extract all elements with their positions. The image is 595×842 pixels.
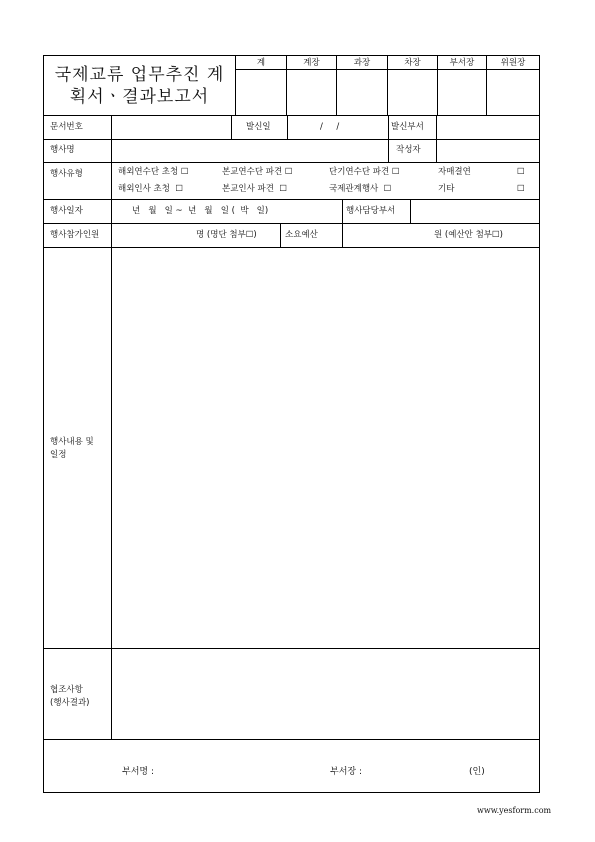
participants-label: 행사참가인원 [50, 230, 100, 240]
approval-label-5: 부서장 [449, 58, 475, 68]
coop-label-1: 협조사항 [50, 685, 83, 695]
event-dept-field[interactable] [411, 200, 539, 223]
type-sister-relation[interactable]: 자매결연 [438, 167, 471, 177]
event-dept-label: 행사담당부서 [346, 206, 396, 216]
border-bottom [43, 792, 540, 793]
approval-label-1: 계 [256, 58, 266, 68]
type-international-event[interactable]: 국제관계행사 ☐ [329, 184, 392, 194]
label-col-divider-2 [111, 162, 112, 199]
budget-amount[interactable]: 원 (예산안 첨부☐) [434, 230, 503, 240]
row-date-bottom [43, 223, 540, 224]
type-short-training-dispatch[interactable]: 단기연수단 파견 ☐ [329, 167, 400, 177]
type-school-person-dispatch[interactable]: 본교인사 파견 ☐ [222, 184, 287, 194]
type-other[interactable]: 기타 [438, 184, 455, 194]
footer-url: www.yesform.com [477, 806, 552, 815]
row-event-bottom [43, 162, 540, 163]
seal-mark[interactable]: (인) [469, 767, 485, 777]
content-field[interactable] [112, 248, 539, 648]
doc-number-label: 문서번호 [50, 122, 83, 132]
writer-field[interactable] [437, 140, 539, 162]
content-label-2: 일정 [50, 450, 67, 460]
type-school-training-dispatch[interactable]: 본교연수단 파견 ☐ [222, 167, 293, 177]
writer-label: 작성자 [396, 145, 421, 155]
event-date-label: 행사일자 [50, 206, 83, 216]
type-other-checkbox[interactable]: ☐ [517, 184, 525, 194]
budget-label: 소요예산 [285, 230, 318, 240]
row-date-div-a [342, 199, 343, 223]
approval-label-4: 차장 [404, 58, 421, 68]
doc-number-field[interactable] [112, 116, 231, 139]
border-right [539, 55, 540, 793]
row-doc-div-b [287, 115, 288, 139]
approval-label-6: 위원장 [500, 58, 526, 68]
type-overseas-training-invite[interactable]: 해외연수단 초청 ☐ [118, 167, 189, 177]
event-type-label: 행사유형 [50, 169, 83, 179]
send-dept-label: 발신부서 [391, 122, 424, 132]
title-line-2: 획서ㆍ결과보고서 [69, 87, 210, 107]
label-col-divider-3 [111, 199, 112, 223]
approval-label-3: 과장 [353, 58, 371, 68]
send-dept-field[interactable] [437, 116, 539, 139]
coop-field[interactable] [112, 649, 539, 739]
border-left [43, 55, 44, 793]
event-name-label: 행사명 [50, 145, 75, 155]
row-people-div-b [342, 223, 343, 247]
row-coop-bottom [43, 739, 540, 740]
type-sister-relation-checkbox[interactable]: ☐ [517, 167, 525, 177]
participants-count[interactable]: 명 (명단 첨부☐) [196, 230, 257, 240]
coop-label-2: (행사결과) [50, 698, 90, 708]
row-people-div-a [280, 223, 281, 247]
border-top [43, 55, 540, 56]
dept-name-label: 부서명 : [122, 767, 154, 777]
title-line-1: 국제교류 업무추진 계 [54, 65, 225, 85]
dept-head-label: 부서장 : [330, 767, 362, 777]
event-date-value[interactable]: 년 월 일 ~ 년 월 일 ( 박 일) [132, 206, 269, 216]
event-name-field[interactable] [112, 140, 388, 162]
row-doc-div-a [231, 115, 232, 139]
type-overseas-person-invite[interactable]: 해외인사 초청 ☐ [118, 184, 183, 194]
content-label-1: 행사내용 및 [50, 437, 94, 447]
send-date-label: 발신일 [246, 122, 271, 132]
label-col-divider-4 [111, 223, 112, 247]
approval-label-2: 계장 [303, 58, 320, 68]
send-date-value[interactable]: / / [320, 122, 340, 132]
